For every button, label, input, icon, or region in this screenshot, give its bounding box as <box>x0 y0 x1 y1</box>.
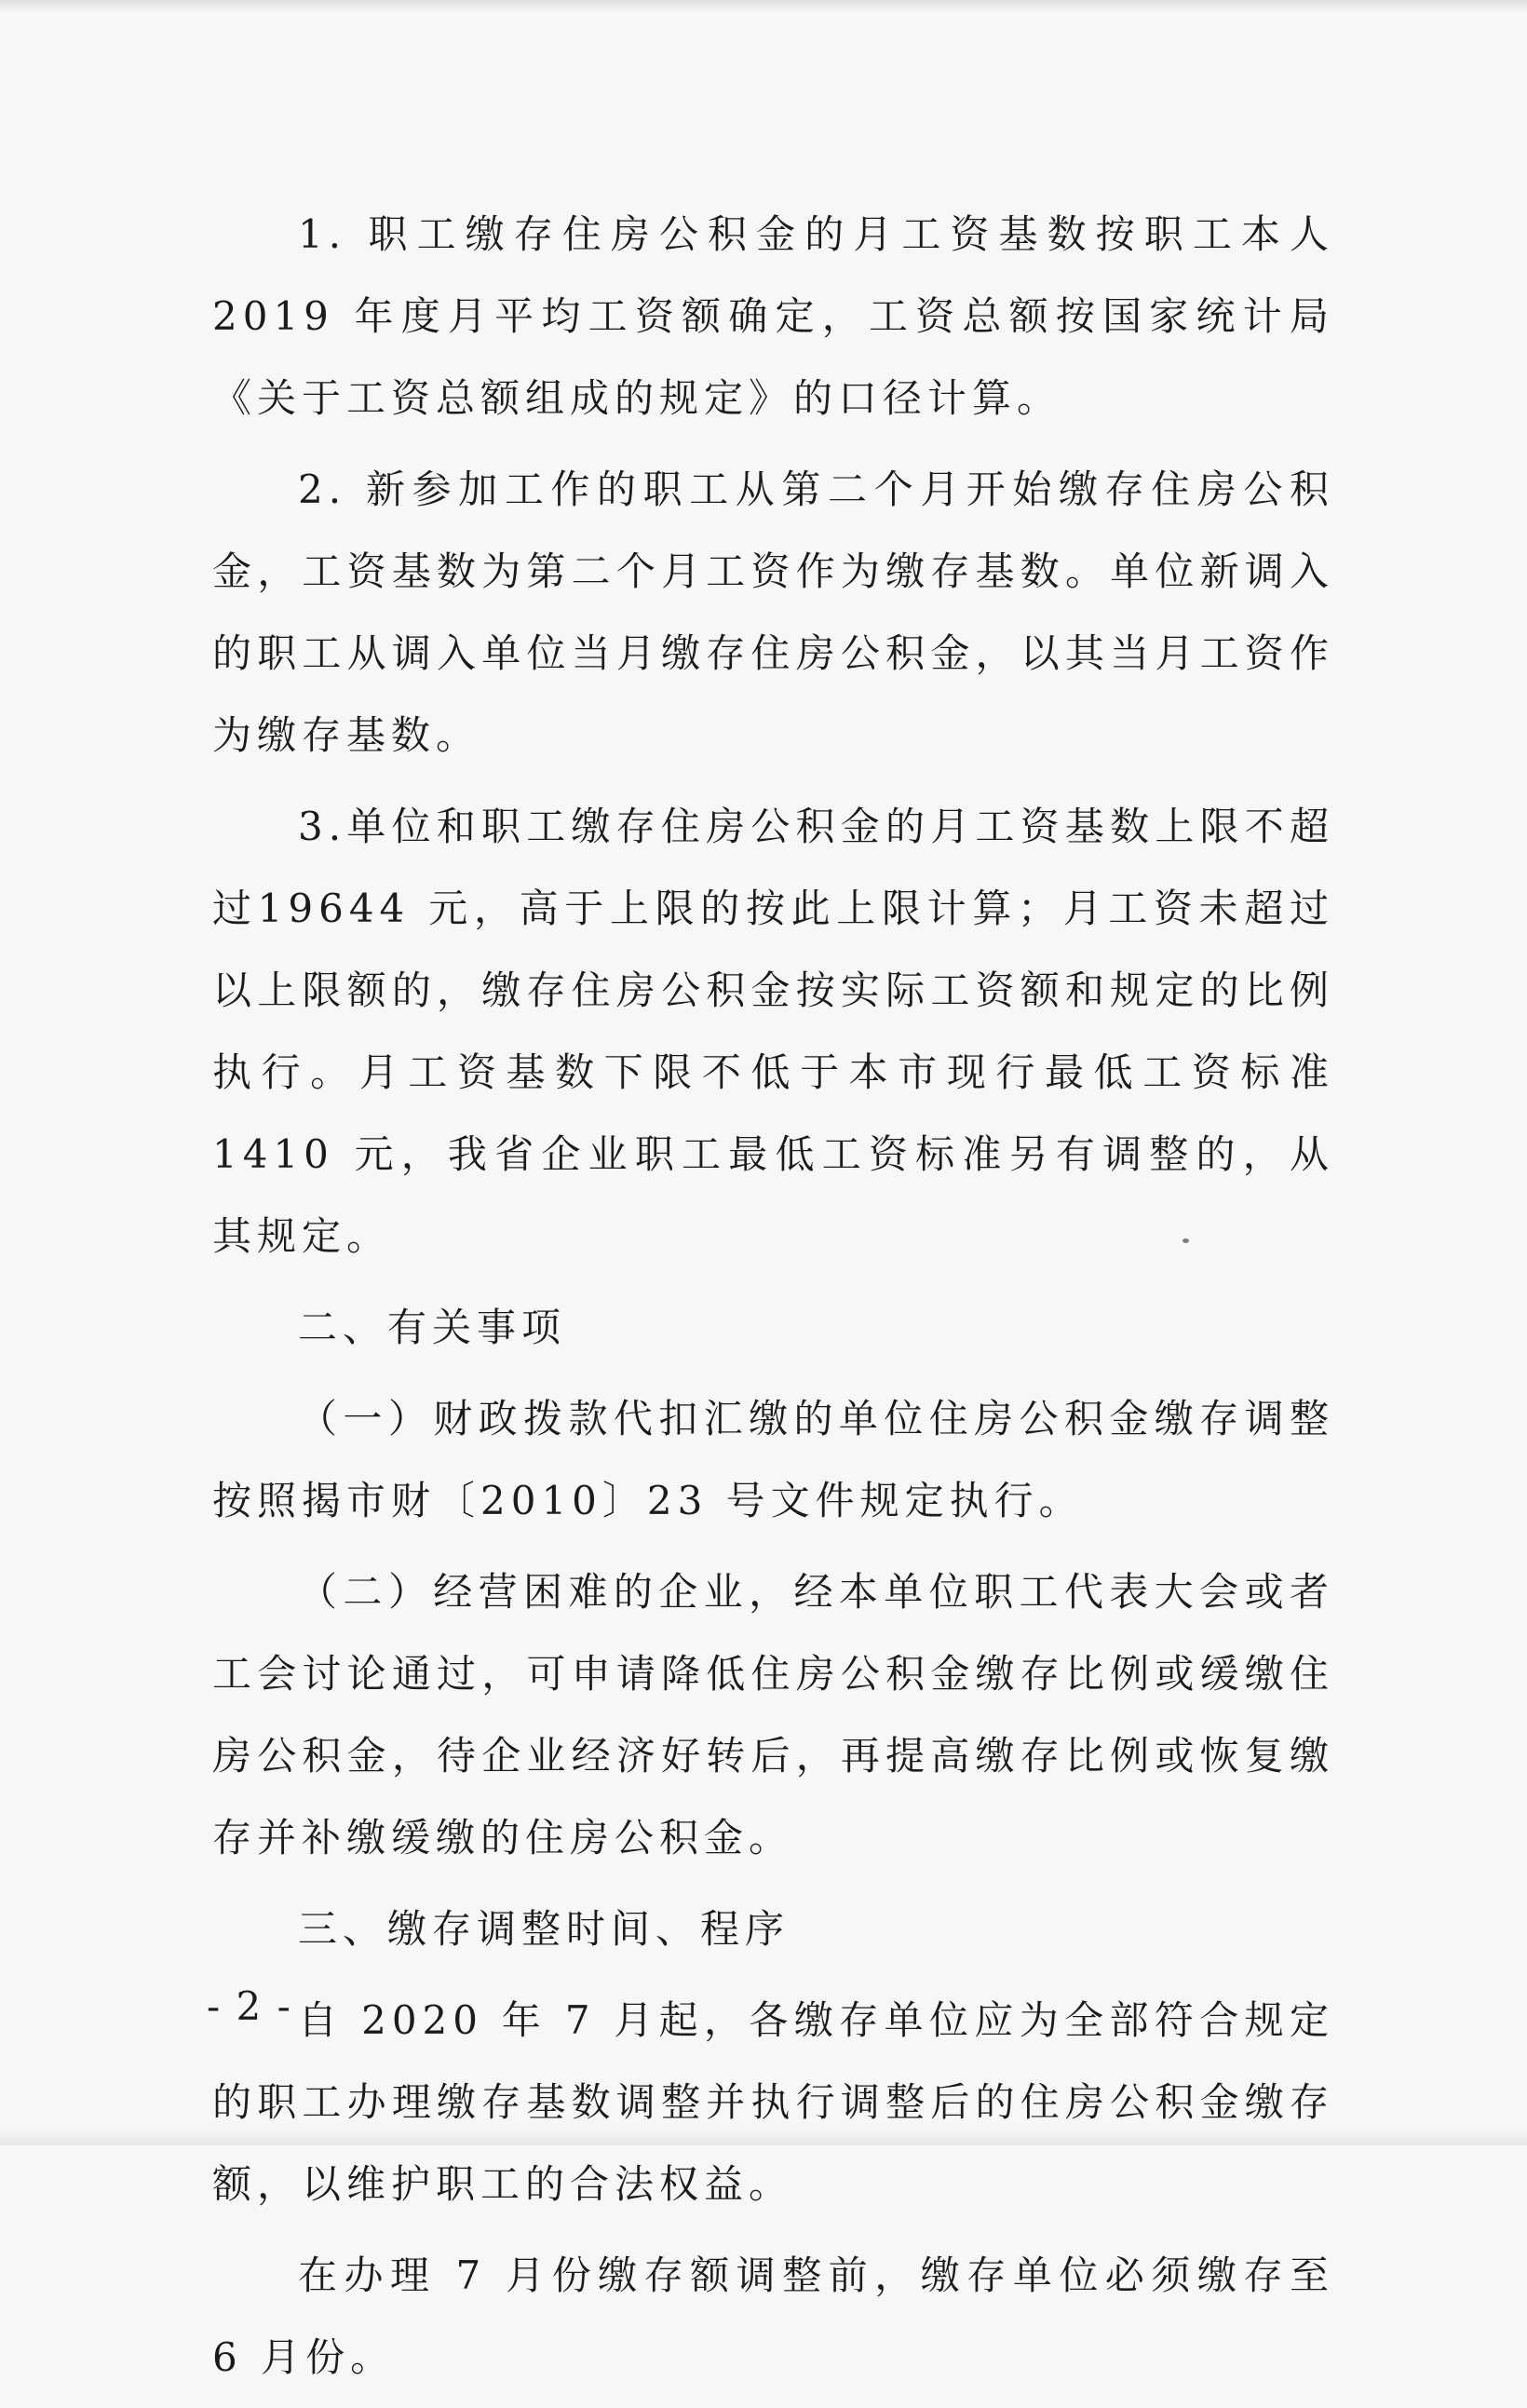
scan-top-shadow <box>0 0 1527 13</box>
scan-speck <box>1182 1238 1189 1243</box>
page-number: - 2 - <box>207 1983 292 2029</box>
paragraph-wage-base-calculation: 1. 职工缴存住房公积金的月工资基数按职工本人 2019 年度月平均工资额确定，工资总额按国家统计局《关于工资总额组成的规定》的口径计算。 <box>212 211 1334 421</box>
section-heading-adjustment-time: 三、缴存调整时间、程序 <box>298 1906 791 1952</box>
paragraph-base-limits: 3.单位和职工缴存住房公积金的月工资基数上限不超过19644 元，高于上限的按此上限计算；月工资未超过以上限额的，缴存住房公积金按实际工资额和规定的比例执行。月工资基数下限不低于本市现行最低工资标准 1410 元，我省企业职工最低工资标准另有调整的，从其规定。 <box>212 804 1334 1259</box>
paragraph-before-adjustment: 在办理 7 月份缴存额调整前，缴存单位必须缴存至 6 月份。 <box>212 2252 1334 2380</box>
paragraph-new-employee-base: 2. 新参加工作的职工从第二个月开始缴存住房公积金，工资基数为第二个月工资作为缴存基数。单位新调入的职工从调入单位当月缴存住房公积金，以其当月工资作为缴存基数。 <box>212 467 1334 758</box>
paragraph-adjustment-start: 自 2020 年 7 月起，各缴存单位应为全部符合规定的职工办理缴存基数调整并执行调整后的住房公积金缴存额，以维护职工的合法权益。 <box>212 1997 1334 2207</box>
section-heading-related-matters: 二、有关事项 <box>298 1305 567 1350</box>
paragraph-fiscal-allocation: （一）财政拨款代扣汇缴的单位住房公积金缴存调整按照揭市财〔2010〕23 号文件规定执行。 <box>212 1396 1334 1523</box>
scan-bottom-shadow <box>0 2129 1527 2145</box>
paragraph-difficult-enterprises: （二）经营困难的企业，经本单位职工代表大会或者工会讨论通过，可申请降低住房公积金缴存比例或缓缴住房公积金，待企业经济好转后，再提高缴存比例或恢复缴存并补缴缓缴的住房公积金。 <box>212 1569 1334 1860</box>
document-body <box>212 194 1334 2408</box>
